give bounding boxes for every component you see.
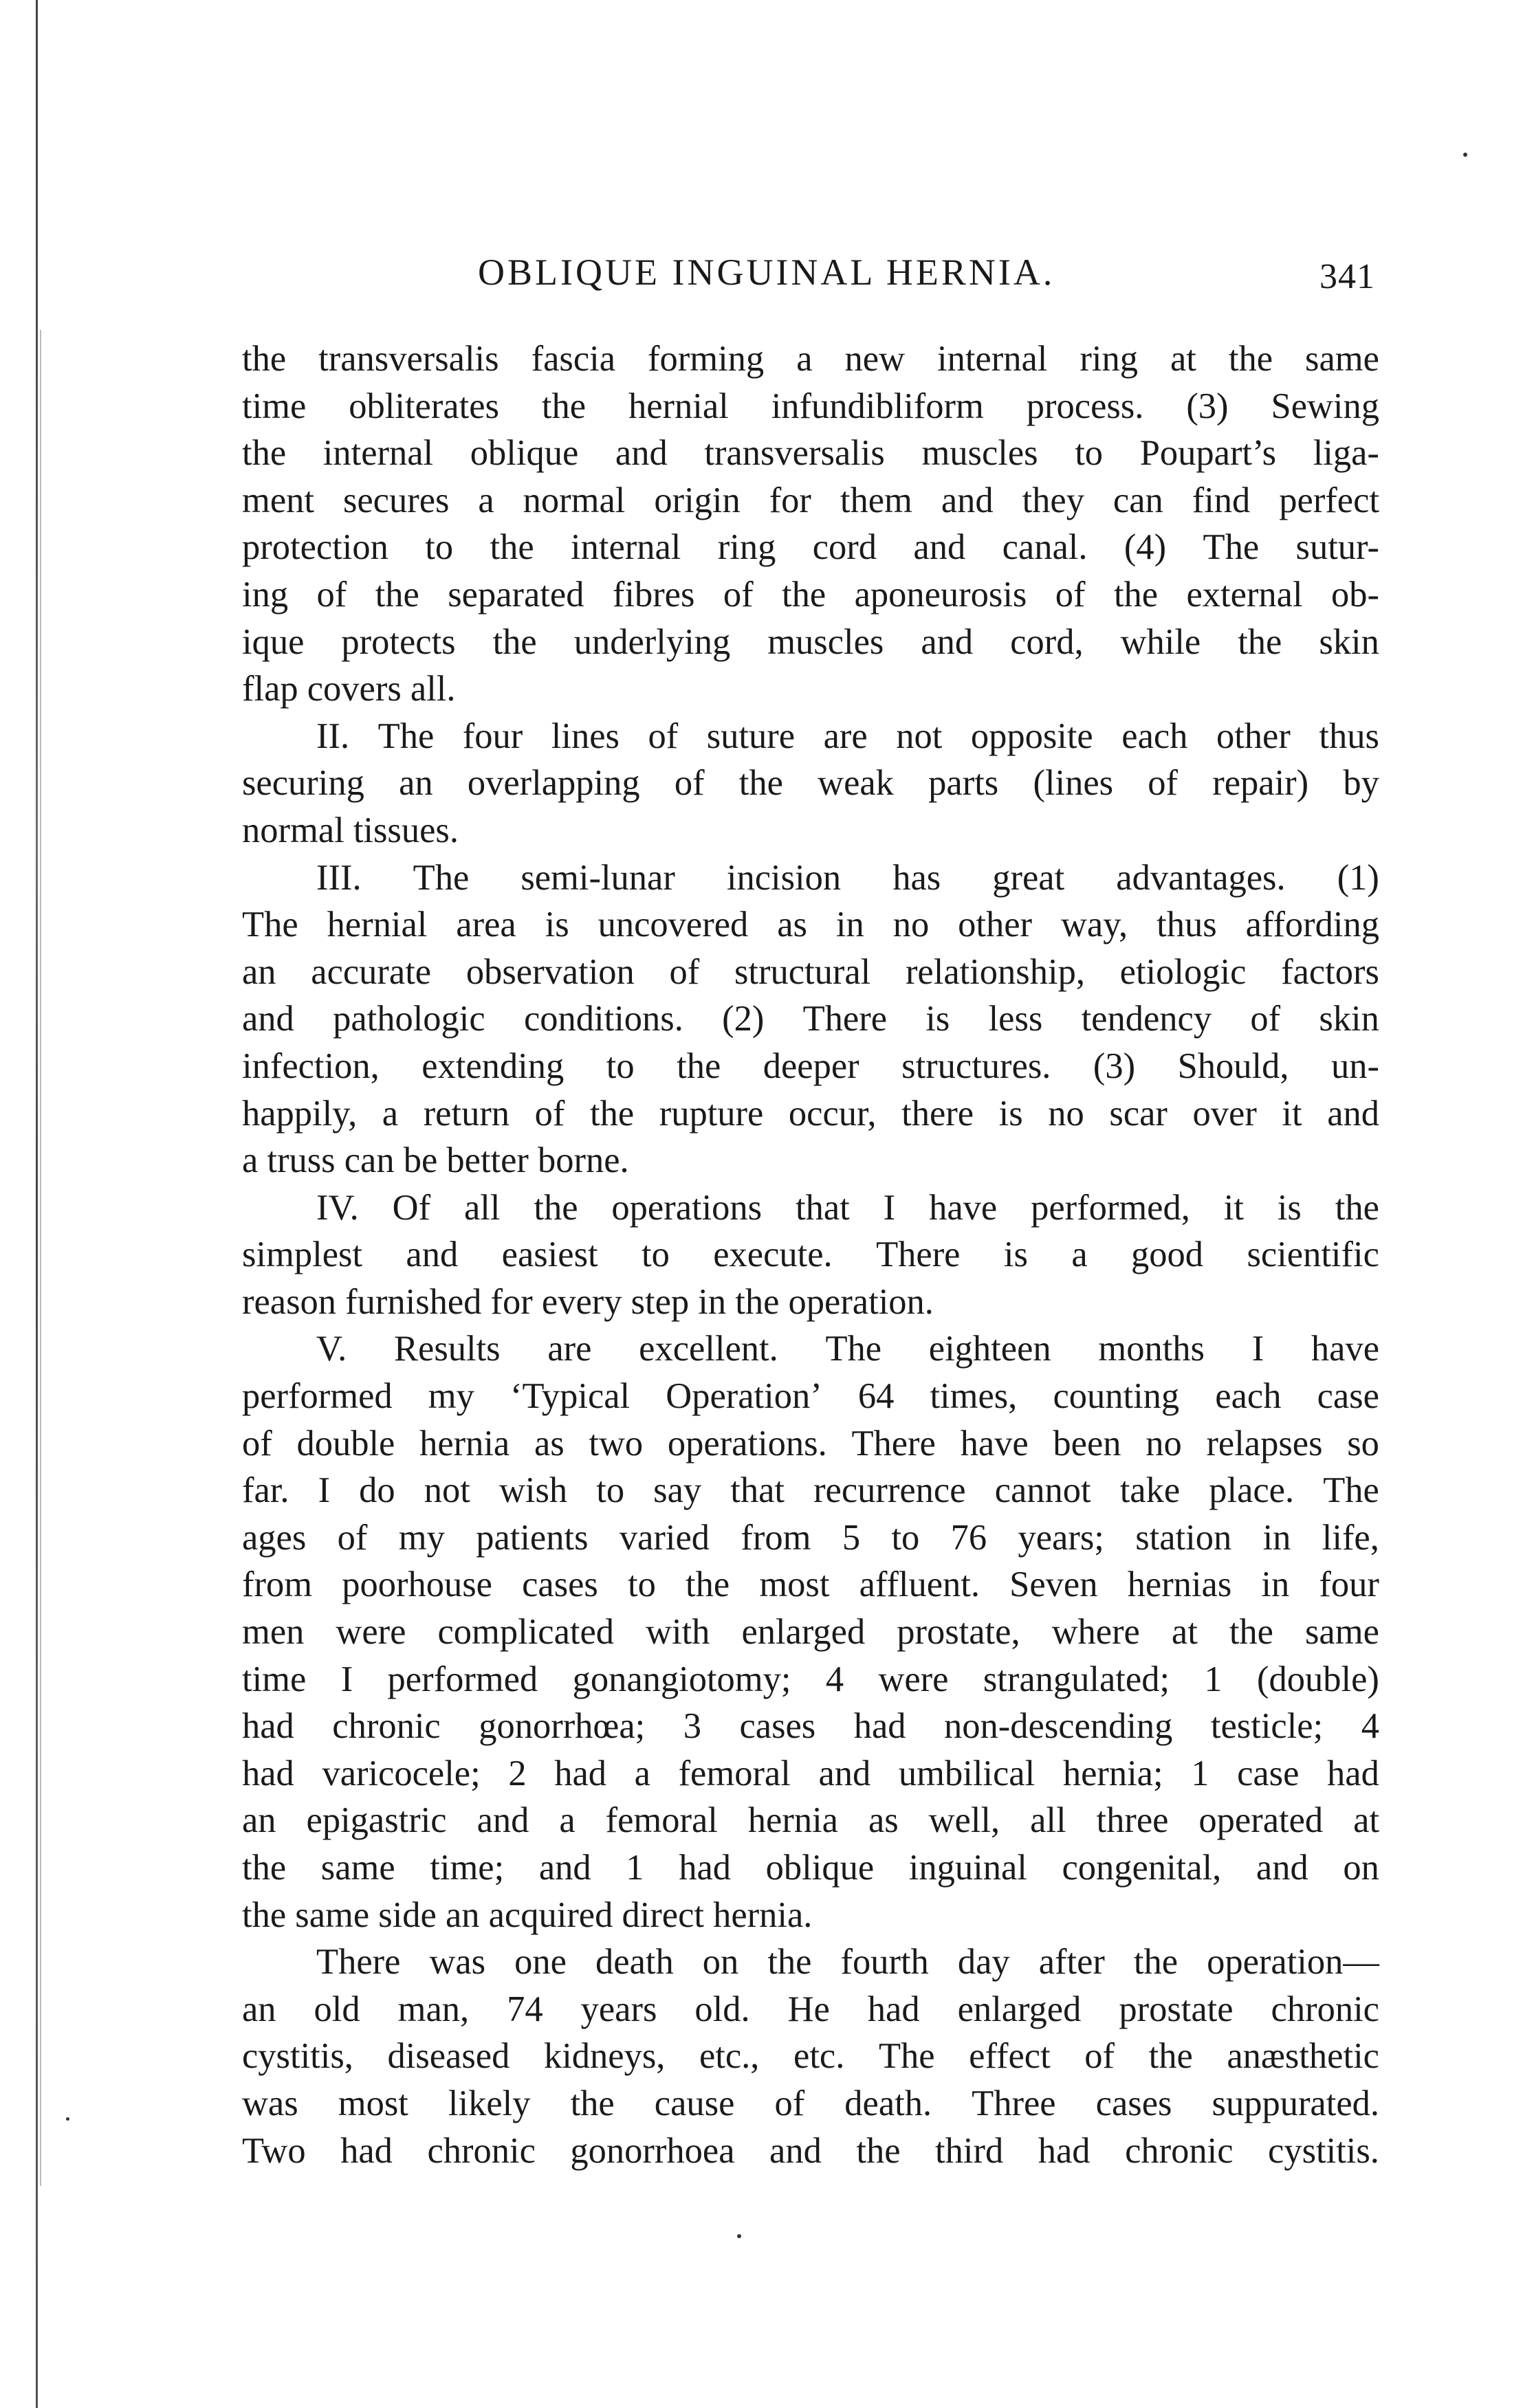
text-line: ing of the separated fibres of the aponeurosis of the external ob-	[242, 574, 1379, 615]
text-line: ment secures a normal origin for them and they can find perfect	[242, 480, 1379, 520]
text-line: ique protects the underlying muscles and cord, while the skin	[242, 621, 1379, 662]
text-line: securing an overlapping of the weak parts (lines of repair) by	[242, 763, 1379, 804]
scan-binding-shadow	[40, 330, 41, 2186]
text-line: II. The four lines of suture are not opposite each other thus	[316, 716, 1379, 756]
text-line: a truss can be better borne.	[242, 1140, 629, 1181]
text-line: Two had chronic gonorrhoea and the third had chronic cystitis.	[242, 2130, 1379, 2171]
text-line: had chronic gonorrhœa; 3 cases had non-descending testicle; 4	[242, 1706, 1379, 1747]
text-line: from poorhouse cases to the most affluent. Seven hernias in four	[242, 1565, 1379, 1605]
text-line: time obliterates the hernial infundibliform process. (3) Sewing	[242, 386, 1379, 426]
text-line: There was one death on the fourth day after the operation—	[316, 1942, 1379, 1982]
text-line: flap covers all.	[242, 669, 456, 709]
text-line: was most likely the cause of death. Three cases suppurated.	[242, 2083, 1379, 2123]
text-line: an old man, 74 years old. He had enlarged prostate chronic	[242, 1989, 1379, 2029]
scan-binding-edge	[36, 0, 38, 2408]
text-line: reason furnished for every step in the operation.	[242, 1281, 934, 1322]
scan-speck	[66, 2117, 69, 2121]
text-line: IV. Of all the operations that I have performed, it is the	[316, 1187, 1379, 1228]
text-line: happily, a return of the rupture occur, there is no scar over it and	[242, 1093, 1379, 1134]
text-line: III. The semi-lunar incision has great advantages. (1)	[316, 857, 1379, 898]
text-line: an epigastric and a femoral hernia as well, all three operated at	[242, 1800, 1379, 1841]
scan-speck	[1463, 153, 1467, 157]
text-line: men were complicated with enlarged prostate, where at the same	[242, 1612, 1379, 1653]
text-line: performed my ‘Typical Operation’ 64 times, counting each case	[242, 1376, 1379, 1417]
scan-speck	[737, 2234, 741, 2238]
text-line: infection, extending to the deeper structures. (3) Should, un-	[242, 1046, 1379, 1086]
paragraph-iii	[242, 854, 1379, 1184]
page-header	[237, 251, 1375, 299]
text-line: V. Results are excellent. The eighteen months I have	[316, 1329, 1379, 1369]
text-line: normal tissues.	[242, 810, 459, 850]
text-line: time I performed gonangiotomy; 4 were strangulated; 1 (double)	[242, 1659, 1379, 1699]
paragraph-iv	[242, 1184, 1379, 1326]
text-line: simplest and easiest to execute. There is a good scientific	[242, 1235, 1379, 1275]
body-text	[242, 335, 1379, 2174]
text-line: the internal oblique and transversalis muscles to Poupart’s liga-	[242, 433, 1379, 474]
text-line: the transversalis fascia forming a new internal ring at the same	[242, 339, 1379, 379]
page-number: 341	[1319, 257, 1375, 296]
paragraph	[242, 335, 1379, 713]
text-line: and pathologic conditions. (2) There is less tendency of skin	[242, 999, 1379, 1039]
paragraph	[242, 1938, 1379, 2174]
text-line: the same side an acquired direct hernia.	[242, 1895, 813, 1935]
paragraph-v	[242, 1325, 1379, 1938]
text-line: protection to the internal ring cord and canal. (4) The sutur-	[242, 527, 1379, 568]
text-line: The hernial area is uncovered as in no other way, thus affording	[242, 905, 1379, 945]
text-line: cystitis, diseased kidneys, etc., etc. The effect of the anæsthetic	[242, 2036, 1379, 2077]
text-line: far. I do not wish to say that recurrence cannot take place. The	[242, 1470, 1379, 1511]
text-line: ages of my patients varied from 5 to 76 years; station in life,	[242, 1517, 1379, 1558]
text-line: of double hernia as two operations. There have been no relapses so	[242, 1423, 1379, 1463]
text-line: an accurate observation of structural relationship, etiologic factors	[242, 951, 1379, 992]
text-line: had varicocele; 2 had a femoral and umbilical hernia; 1 case had	[242, 1753, 1379, 1793]
running-title: OBLIQUE INGUINAL HERNIA.	[478, 252, 1055, 293]
paragraph-ii	[242, 713, 1379, 854]
text-line: the same time; and 1 had oblique inguinal congenital, and on	[242, 1848, 1379, 1888]
